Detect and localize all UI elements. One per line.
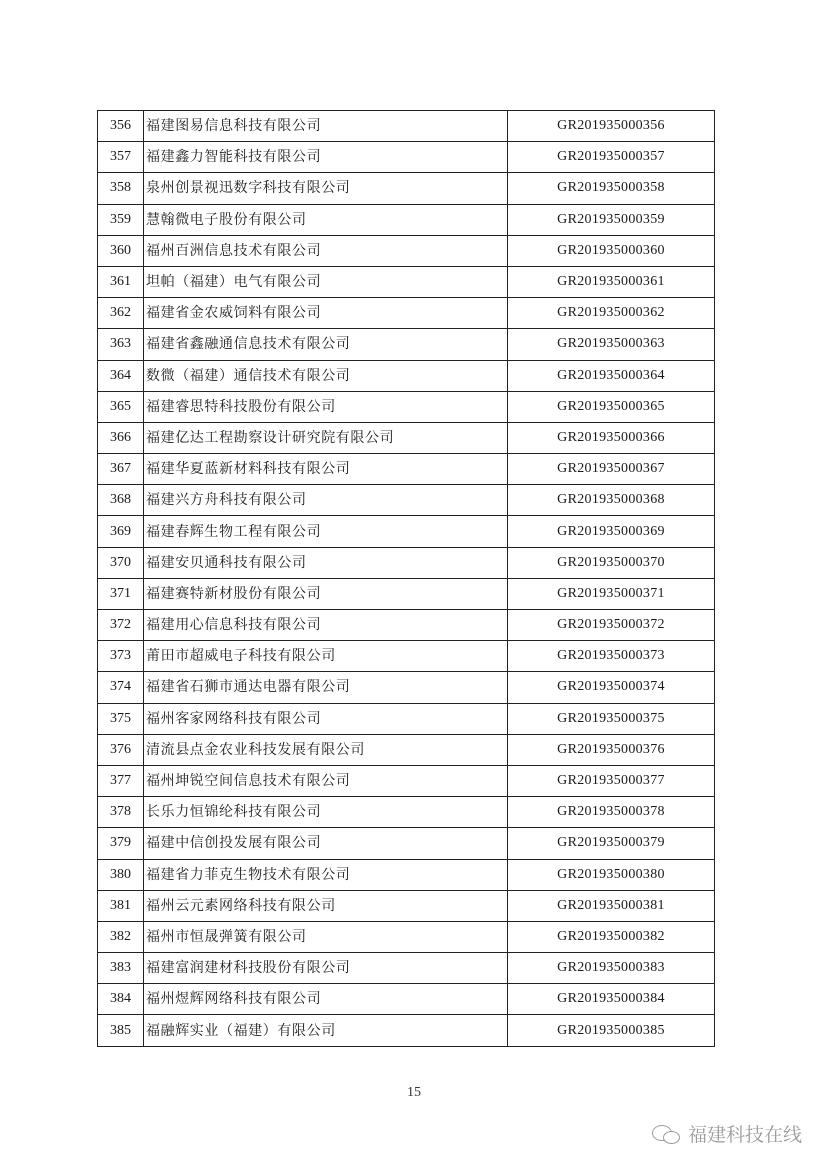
row-number: 364 [98, 360, 144, 391]
certificate-code: GR201935000369 [508, 516, 715, 547]
company-name: 福建图易信息科技有限公司 [144, 111, 508, 142]
table-row [98, 329, 715, 360]
row-number: 361 [98, 266, 144, 297]
row-number: 376 [98, 734, 144, 765]
watermark [652, 1120, 802, 1147]
table-row [98, 984, 715, 1015]
certificate-code: GR201935000365 [508, 391, 715, 422]
row-number: 370 [98, 547, 144, 578]
company-name: 福州客家网络科技有限公司 [144, 703, 508, 734]
row-number: 358 [98, 173, 144, 204]
table-row [98, 1015, 715, 1046]
table-row [98, 921, 715, 952]
company-name: 长乐力恒锦纶科技有限公司 [144, 797, 508, 828]
company-name: 福州坤锐空间信息技术有限公司 [144, 765, 508, 796]
certificate-code: GR201935000379 [508, 828, 715, 859]
company-list-table [97, 110, 715, 1047]
row-number: 363 [98, 329, 144, 360]
row-number: 373 [98, 641, 144, 672]
table-row [98, 298, 715, 329]
row-number: 378 [98, 797, 144, 828]
row-number: 360 [98, 235, 144, 266]
table-row [98, 173, 715, 204]
certificate-code: GR201935000360 [508, 235, 715, 266]
row-number: 366 [98, 422, 144, 453]
table-row [98, 142, 715, 173]
table-row [98, 765, 715, 796]
company-name: 福建春辉生物工程有限公司 [144, 516, 508, 547]
row-number: 369 [98, 516, 144, 547]
certificate-code: GR201935000356 [508, 111, 715, 142]
certificate-code: GR201935000366 [508, 422, 715, 453]
table-row [98, 111, 715, 142]
table-row [98, 859, 715, 890]
company-name: 福建鑫力智能科技有限公司 [144, 142, 508, 173]
certificate-code: GR201935000362 [508, 298, 715, 329]
table-row [98, 266, 715, 297]
table-row [98, 204, 715, 235]
certificate-code: GR201935000377 [508, 765, 715, 796]
certificate-code: GR201935000381 [508, 890, 715, 921]
row-number: 383 [98, 953, 144, 984]
company-name: 福建省金农威饲料有限公司 [144, 298, 508, 329]
table-row [98, 890, 715, 921]
company-name: 莆田市超威电子科技有限公司 [144, 641, 508, 672]
certificate-code: GR201935000361 [508, 266, 715, 297]
certificate-code: GR201935000378 [508, 797, 715, 828]
certificate-code: GR201935000385 [508, 1015, 715, 1046]
row-number: 379 [98, 828, 144, 859]
company-name: 福建省力菲克生物技术有限公司 [144, 859, 508, 890]
company-name: 福建富润建材科技股份有限公司 [144, 953, 508, 984]
table-row [98, 641, 715, 672]
certificate-code: GR201935000380 [508, 859, 715, 890]
table-row [98, 485, 715, 516]
company-name: 慧翰微电子股份有限公司 [144, 204, 508, 235]
row-number: 377 [98, 765, 144, 796]
table-row [98, 391, 715, 422]
certificate-code: GR201935000364 [508, 360, 715, 391]
certificate-code: GR201935000363 [508, 329, 715, 360]
certificate-code: GR201935000374 [508, 672, 715, 703]
table-row [98, 360, 715, 391]
page-number: 15 [407, 1085, 421, 1100]
company-name: 清流县点金农业科技发展有限公司 [144, 734, 508, 765]
table-row [98, 828, 715, 859]
certificate-code: GR201935000373 [508, 641, 715, 672]
row-number: 357 [98, 142, 144, 173]
table-row [98, 235, 715, 266]
company-name: 福建华夏蓝新材料科技有限公司 [144, 454, 508, 485]
table-row [98, 578, 715, 609]
row-number: 385 [98, 1015, 144, 1046]
company-name: 坦帕（福建）电气有限公司 [144, 266, 508, 297]
table-row [98, 454, 715, 485]
certificate-code: GR201935000382 [508, 921, 715, 952]
row-number: 365 [98, 391, 144, 422]
certificate-code: GR201935000371 [508, 578, 715, 609]
certificate-code: GR201935000370 [508, 547, 715, 578]
row-number: 380 [98, 859, 144, 890]
watermark-text: 福建科技在线 [687, 1124, 802, 1146]
certificate-code: GR201935000376 [508, 734, 715, 765]
certificate-code: GR201935000384 [508, 984, 715, 1015]
company-name: 福融辉实业（福建）有限公司 [144, 1015, 508, 1046]
row-number: 368 [98, 485, 144, 516]
company-name: 泉州创景视迅数字科技有限公司 [144, 173, 508, 204]
company-name: 福建兴方舟科技有限公司 [144, 485, 508, 516]
table-body [98, 111, 715, 1047]
table-row [98, 547, 715, 578]
certificate-code: GR201935000372 [508, 610, 715, 641]
row-number: 382 [98, 921, 144, 952]
table-row [98, 672, 715, 703]
row-number: 381 [98, 890, 144, 921]
row-number: 371 [98, 578, 144, 609]
row-number: 372 [98, 610, 144, 641]
certificate-code: GR201935000358 [508, 173, 715, 204]
company-name: 福州煜辉网络科技有限公司 [144, 984, 508, 1015]
table-row [98, 516, 715, 547]
company-name: 福建亿达工程勘察设计研究院有限公司 [144, 422, 508, 453]
certificate-code: GR201935000367 [508, 454, 715, 485]
wechat-icon [652, 1123, 682, 1145]
company-name: 福建省石狮市通达电器有限公司 [144, 672, 508, 703]
table-row [98, 953, 715, 984]
company-name: 福州百洲信息技术有限公司 [144, 235, 508, 266]
row-number: 356 [98, 111, 144, 142]
table-row [98, 703, 715, 734]
row-number: 367 [98, 454, 144, 485]
table-row [98, 422, 715, 453]
row-number: 384 [98, 984, 144, 1015]
row-number: 362 [98, 298, 144, 329]
company-name: 福建赛特新材股份有限公司 [144, 578, 508, 609]
row-number: 359 [98, 204, 144, 235]
company-name: 福建用心信息科技有限公司 [144, 610, 508, 641]
table-row [98, 610, 715, 641]
table-row [98, 734, 715, 765]
certificate-code: GR201935000383 [508, 953, 715, 984]
company-name: 福建睿思特科技股份有限公司 [144, 391, 508, 422]
certificate-code: GR201935000375 [508, 703, 715, 734]
company-name: 福州云元素网络科技有限公司 [144, 890, 508, 921]
certificate-code: GR201935000357 [508, 142, 715, 173]
company-name: 福建省鑫融通信息技术有限公司 [144, 329, 508, 360]
row-number: 375 [98, 703, 144, 734]
company-name: 福建安贝通科技有限公司 [144, 547, 508, 578]
certificate-code: GR201935000359 [508, 204, 715, 235]
company-name: 数微（福建）通信技术有限公司 [144, 360, 508, 391]
table-row [98, 797, 715, 828]
row-number: 374 [98, 672, 144, 703]
company-name: 福建中信创投发展有限公司 [144, 828, 508, 859]
company-name: 福州市恒晟弹簧有限公司 [144, 921, 508, 952]
certificate-code: GR201935000368 [508, 485, 715, 516]
